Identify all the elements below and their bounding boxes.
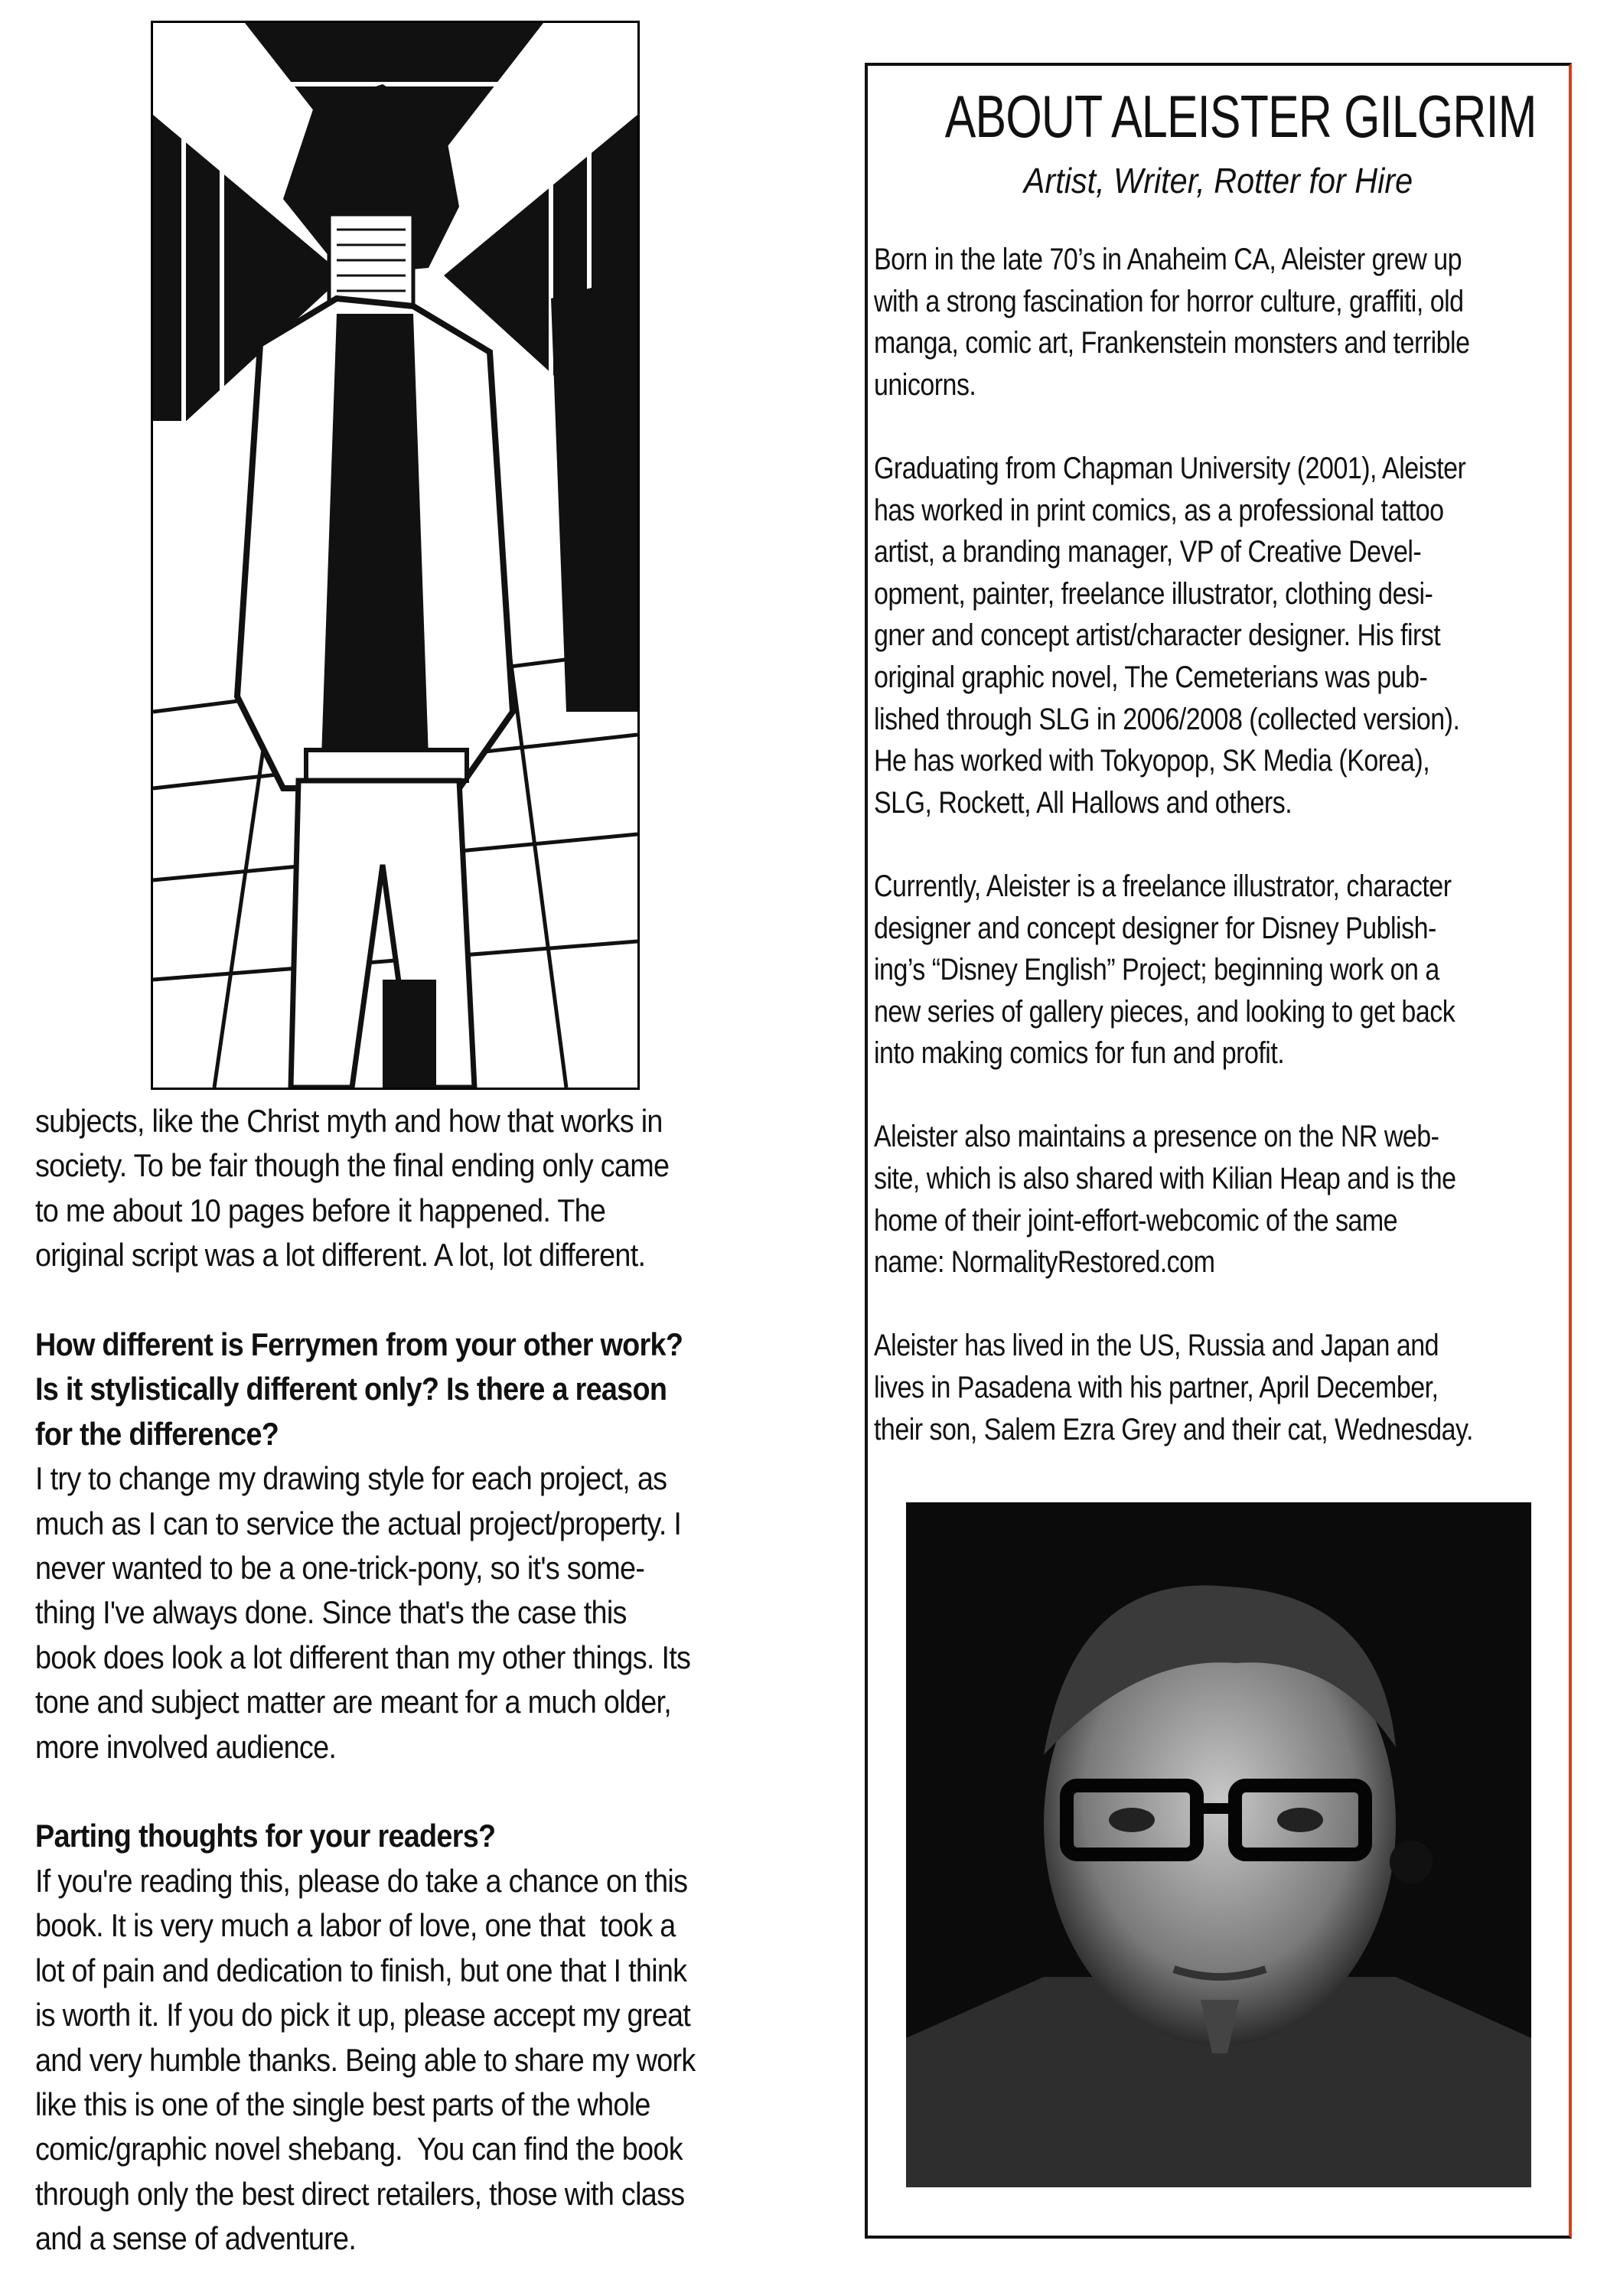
author-photo	[906, 1502, 1531, 2187]
answer-paragraph: If you're reading this, please do take a chance on this book. It is very much a labor of love, one that took a lot of pain and dedication to finish, but one that I think is worth it. If you do pick it up, please accept my great and very humble thanks. Being able to share my work like this is one of the single best parts of the whole comic/graphic novel shebang. You can find the book through only the best direct retailers, those with class and a sense of adventure.	[35, 1862, 696, 2257]
bio-paragraph: Currently, Aleister is a freelance illustrator, character designer and concept designer for Disney Publish- ing’s “Disney English” Project; beginning work on a new series of gallery pieces, and looking to get back into making comics for fun and profit.	[874, 869, 1455, 1071]
comic-character-drawing	[153, 23, 637, 1088]
interview-text	[35, 1099, 862, 2262]
about-title: ABOUT ALEISTER GILGRIM	[944, 83, 1537, 150]
question-heading: How different is Ferrymen from your other work? Is it stylistically different only? Is there a reason for the difference?	[35, 1326, 683, 1452]
bio-paragraph: Graduating from Chapman University (2001), Aleister has worked in print comics, as a professional tattoo artist, a branding manager, VP of Creative Devel- opment, painter, freelance illustrator, clothing desi- gner and concept artist/character designer. His first original graphic novel, The Cemeterians was pub- lished through SLG in 2006/2008 (collected version). He has worked with Tokyopop, SK Media (Korea), SLG, Rockett, All Hallows and others.	[874, 451, 1466, 820]
question-heading: Parting thoughts for your readers?	[35, 1818, 496, 1854]
bio-text	[874, 239, 1607, 1450]
bio-paragraph: Aleister also maintains a presence on the NR web- site, which is also shared with Kilian Heap and is the home of their joint-effort-webcomic of the same name: NormalityRestored.com	[874, 1120, 1456, 1280]
bio-paragraph: Born in the late 70’s in Anaheim CA, Aleister grew up with a strong fascination for horror culture, graffiti, old manga, comic art, Frankenstein monsters and terrible unicorns.	[874, 243, 1470, 402]
author-portrait	[906, 1502, 1531, 2187]
answer-paragraph: subjects, like the Christ myth and how that works in society. To be fair though the final ending only came to me about 10 pages before it happened. The original script was a lot different. A lot, lot different.	[35, 1103, 670, 1274]
about-author-box	[865, 63, 1572, 2239]
bio-paragraph: Aleister has lived in the US, Russia and Japan and lives in Pasadena with his partner, April December, their son, Salem Ezra Grey and their cat, Wednesday.	[874, 1329, 1473, 1446]
comic-illustration	[151, 21, 640, 1090]
answer-paragraph: I try to change my drawing style for each project, as much as I can to service the actual project/property. I never wanted to be a one-trick-pony, so it's some- thing I've always done. Since that's the case this book does look a lot different than my other things. Its tone and subject matter are meant for a much older, more involved audience.	[35, 1460, 691, 1765]
about-subtitle: Artist, Writer, Rotter for Hire	[1023, 161, 1413, 201]
